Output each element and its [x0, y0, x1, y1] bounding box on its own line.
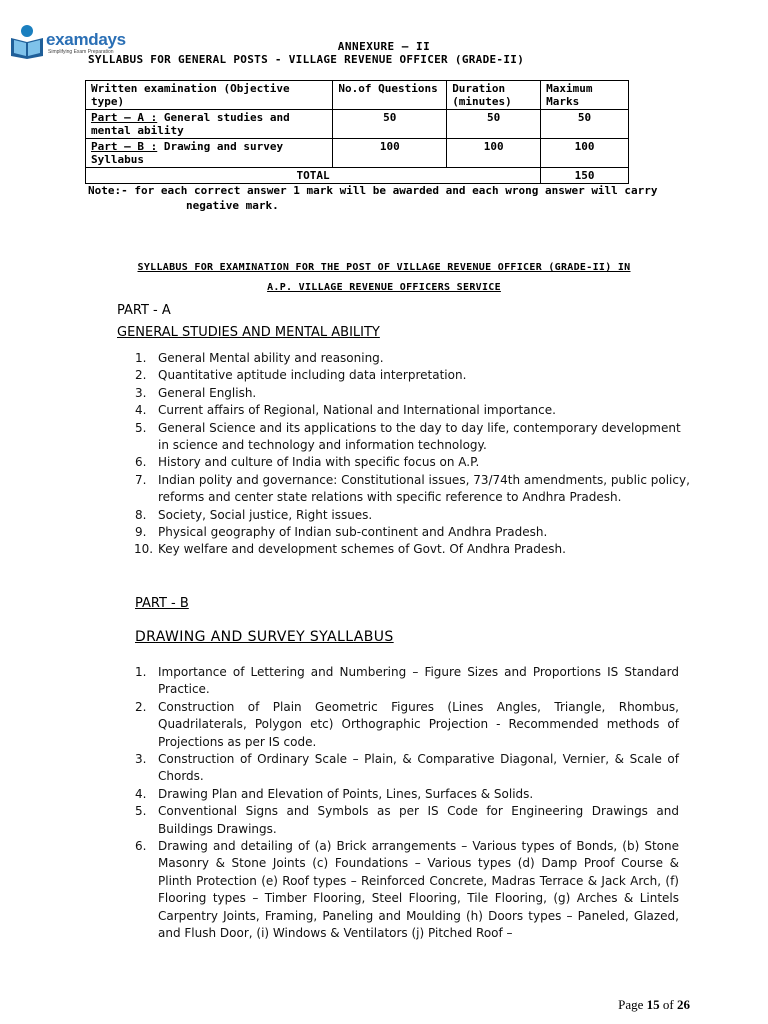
part-label: Part – B : — [91, 140, 158, 153]
table-total-row — [86, 168, 629, 184]
list-item-text: Physical geography of Indian sub-continent and Andhra Pradesh. — [158, 525, 548, 540]
table-cell — [86, 139, 333, 168]
exam-title-line: SYLLABUS FOR EXAMINATION FOR THE POST OF VILLAGE REVENUE OFFICER (GRADE-II) IN — [137, 262, 631, 273]
list-item-text: Drawing Plan and Elevation of Points, Lines, Surfaces & Solids. — [158, 786, 534, 801]
page-prefix: Page — [618, 997, 644, 1012]
list-item: 4. Drawing Plan and Elevation of Points, Lines, Surfaces & Solids. — [135, 786, 679, 803]
list-item: 2. Construction of Plain Geometric Figures (Lines Angles, Triangle, Rhombus, Quadrilaterals, Polygon etc) Orthographic Projection - Recommended methods of Projections as per IS code. — [135, 699, 679, 751]
table-header-row — [86, 81, 629, 110]
logo-brand: examdays — [46, 30, 126, 49]
list-item-text: Quantitative aptitude including data interpretation. — [158, 368, 467, 383]
list-item: 6. Drawing and detailing of (a) Brick arrangements – Various types of Bonds, (b) Stone Masonry & Stone Joints (c) Foundations – Various types (d) Damp Proof Course & Plinth Protection (e) Roof types – Reinforced Concrete, Madras Terrace & Jack Arch, (f) Flooring types – Timber Flooring, Steel Flooring, Tile Flooring, (g) Arches & Lintels Carpentry Joints, Framing, Paneling and Moulding (h) Doors types – Paneled, Glazed, and Flush Door, (i) Windows & Ventilators (j) Pitched Roof – — [135, 838, 679, 942]
syllabus-heading: SYLLABUS FOR GENERAL POSTS - VILLAGE REVENUE OFFICER (GRADE-II) — [88, 53, 525, 66]
table-cell: 50 — [541, 110, 629, 139]
list-item-text: Indian polity and governance: Constitutional issues, 73/74th amendments, public policy, reforms and center state relations with specific reference to Andhra Pradesh. — [158, 472, 690, 505]
list-item-text: Current affairs of Regional, National and International importance. — [158, 403, 556, 418]
list-item: 9. Physical geography of Indian sub-continent and Andhra Pradesh. — [135, 525, 548, 540]
part-subject: Drawing and survey Syllabus — [91, 140, 284, 166]
list-item-text: General English. — [158, 385, 257, 400]
list-item: 6. History and culture of India with specific focus on A.P. — [135, 455, 480, 470]
list-item-text: Conventional Signs and Symbols as per IS Code for Engineering Drawings and Buildings Drawings. — [158, 804, 679, 836]
part-a-label: PART - A — [117, 303, 171, 318]
table-header: Maximum Marks — [541, 81, 629, 110]
exam-title-line: A.P. VILLAGE REVENUE OFFICERS SERVICE — [267, 282, 501, 293]
table-cell: 100 — [541, 139, 629, 168]
table-header: Duration (minutes) — [447, 81, 541, 110]
list-item: 4. Current affairs of Regional, National and International importance. — [135, 403, 556, 418]
list-item-text: General Mental ability and reasoning. — [158, 351, 384, 365]
total-marks: 150 — [541, 168, 629, 184]
part-b-label: PART - B — [135, 596, 189, 611]
page-of: of — [662, 997, 674, 1012]
marking-note — [88, 183, 728, 213]
list-item-text: Construction of Plain Geometric Figures (Lines Angles, Triangle, Rhombus, Quadrilaterals, Polygon etc) Orthographic Projection - Recommended methods of Projections as per IS code. — [158, 699, 679, 749]
part-subject: General studies and mental ability — [91, 111, 290, 137]
list-item: 3. General English. — [135, 385, 257, 400]
table-cell: 100 — [447, 139, 541, 168]
page-number — [618, 997, 690, 1013]
list-item: 7. Indian polity and governance: Constitutional issues, 73/74th amendments, public policy, reforms and center state relations with specific reference to Andhra Pradesh. — [135, 472, 690, 505]
list-item: 10. Key welfare and development schemes of Govt. Of Andhra Pradesh. — [134, 542, 566, 557]
part-b-list — [135, 664, 679, 943]
table-cell: 50 — [447, 110, 541, 139]
current-page: 15 — [646, 997, 660, 1012]
list-item-text: Importance of Lettering and Numbering – Figure Sizes and Proportions IS Standard Practice. — [158, 665, 679, 697]
total-label: TOTAL — [86, 168, 541, 184]
list-item-text: Construction of Ordinary Scale – Plain, & Comparative Diagonal, Vernier, & Scale of Chords. — [158, 752, 679, 784]
list-item: 3. Construction of Ordinary Scale – Plain, & Comparative Diagonal, Vernier, & Scale of Chords. — [135, 751, 679, 786]
list-item-text: Society, Social justice, Right issues. — [158, 507, 373, 522]
annexure-title: ANNEXURE – II — [337, 40, 431, 53]
table-cell: 100 — [333, 139, 447, 168]
list-item-text: General Science and its applications to the day to day life, contemporary development in science and technology and information technology. — [158, 420, 681, 453]
note-line: negative mark. — [186, 199, 279, 212]
list-item: 1. Importance of Lettering and Numbering – Figure Sizes and Proportions IS Standard Practice. — [135, 664, 679, 699]
exam-pattern-table — [85, 80, 629, 184]
note-line: Note:- for each correct answer 1 mark will be awarded and each wrong answer will carry — [88, 184, 658, 197]
list-item: 5. General Science and its applications to the day to day life, contemporary development in science and technology and information technology. — [135, 420, 681, 453]
list-item: 5. Conventional Signs and Symbols as per IS Code for Engineering Drawings and Buildings Drawings. — [135, 803, 679, 838]
list-item-text: History and culture of India with specific focus on A.P. — [158, 455, 480, 470]
table-header: Written examination (Objective type) — [86, 81, 333, 110]
table-cell — [86, 110, 333, 139]
list-item-text: Drawing and detailing of (a) Brick arrangements – Various types of Bonds, (b) Stone Masonry & Stone Joints (c) Foundations – Various types (d) Damp Proof Course & Plinth Protection (e) Roof types – Reinforced Concrete, Madras Terrace & Jack Arch, (f) Flooring types – Timber Flooring, Steel Flooring, Tile Flooring, (g) Arches & Lintels Carpentry Joints, Framing, Paneling and Moulding (h) Doors types – Paneled, Glazed, and Flush Door, (i) Windows & Ventilators (j) Pitched Roof – — [158, 839, 679, 941]
table-header: No.of Questions — [333, 81, 447, 110]
part-b-heading: DRAWING AND SURVEY SYALLABUS — [135, 629, 394, 645]
part-a-heading: GENERAL STUDIES AND MENTAL ABILITY — [117, 325, 380, 340]
list-item: 1. General Mental ability and reasoning. — [135, 351, 384, 365]
total-pages: 26 — [677, 997, 690, 1012]
list-item: 8. Society, Social justice, Right issues. — [135, 507, 373, 522]
table-row — [86, 110, 629, 139]
list-item-text: Key welfare and development schemes of Govt. Of Andhra Pradesh. — [158, 542, 566, 557]
list-item: 2. Quantitative aptitude including data interpretation. — [135, 368, 467, 383]
logo-tagline: Simplifying Exam Preparation — [48, 49, 114, 55]
part-label: Part – A : — [91, 111, 158, 124]
part-a-list — [135, 350, 695, 559]
table-cell: 50 — [333, 110, 447, 139]
table-row — [86, 139, 629, 168]
